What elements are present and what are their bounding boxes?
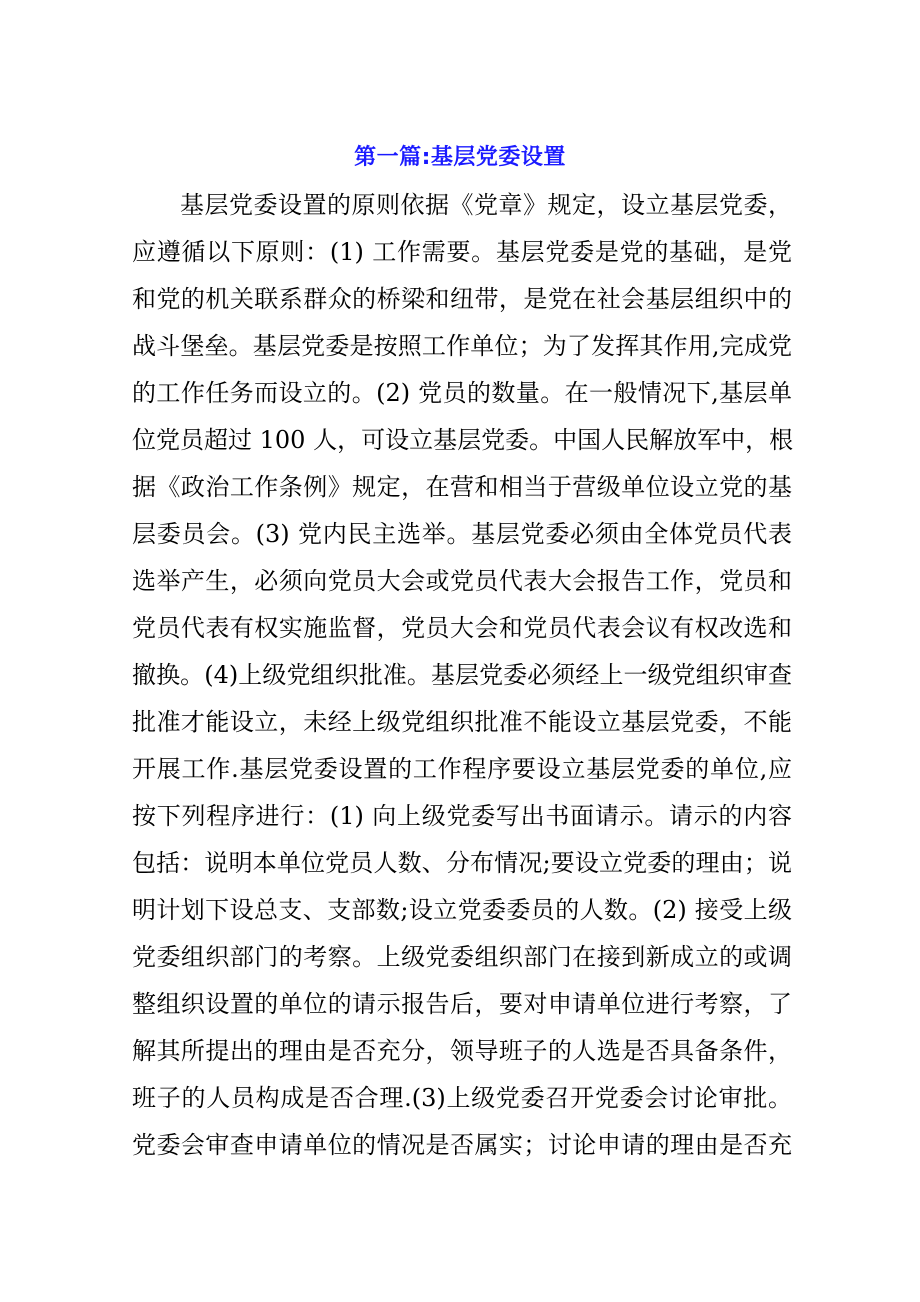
body-line: 战斗堡垒。基层党委是按照工作单位；为了发挥其作用,完成党 xyxy=(132,332,792,360)
body-line: 基层党委设置的原则依据《党章》规定，设立基层党委， xyxy=(180,191,792,219)
document-title: 第一篇:基层党委设置 xyxy=(354,145,566,170)
body-line: 包括：说明本单位党员人数、分布情况;要设立党委的理由；说 xyxy=(132,849,792,877)
body-line: 开展工作.基层党委设置的工作程序要设立基层党委的单位,应 xyxy=(132,755,792,783)
body-line: 明计划下设总支、支部数;设立党委委员的人数。(2) 接受上级 xyxy=(132,896,792,924)
body-line: 党委会审查申请单位的情况是否属实；讨论申请的理由是否充 xyxy=(132,1131,792,1159)
body-line: 党委组织部门的考察。上级党委组织部门在接到新成立的或调 xyxy=(132,943,792,971)
body-line: 批准才能设立，未经上级党组织批准不能设立基层党委，不能 xyxy=(132,708,792,736)
body-line: 解其所提出的理由是否充分，领导班子的人选是否具备条件， xyxy=(132,1037,792,1065)
body-line: 据《政治工作条例》规定，在营和相当于营级单位设立党的基 xyxy=(132,473,792,501)
document-body xyxy=(132,182,792,1169)
body-line: 的工作任务而设立的。(2) 党员的数量。在一般情况下,基层单 xyxy=(132,379,792,407)
body-line: 按下列程序进行：(1) 向上级党委写出书面请示。请示的内容 xyxy=(132,802,792,830)
body-line: 层委员会。(3) 党内民主选举。基层党委必须由全体党员代表 xyxy=(132,520,792,548)
body-line: 整组织设置的单位的请示报告后，要对申请单位进行考察，了 xyxy=(132,990,792,1018)
body-line: 位党员超过 100 人，可设立基层党委。中国人民解放军中，根 xyxy=(132,426,794,454)
body-line: 选举产生，必须向党员大会或党员代表大会报告工作，党员和 xyxy=(132,567,792,595)
body-line: 和党的机关联系群众的桥梁和纽带，是党在社会基层组织中的 xyxy=(132,285,792,313)
body-line: 班子的人员构成是否合理.(3)上级党委召开党委会讨论审批。 xyxy=(132,1084,792,1112)
body-line: 撤换。(4)上级党组织批准。基层党委必须经上一级党组织审查 xyxy=(132,661,792,689)
body-line: 应遵循以下原则：(1) 工作需要。基层党委是党的基础，是党 xyxy=(132,238,792,266)
body-line: 党员代表有权实施监督，党员大会和党员代表会议有权改选和 xyxy=(132,614,792,642)
